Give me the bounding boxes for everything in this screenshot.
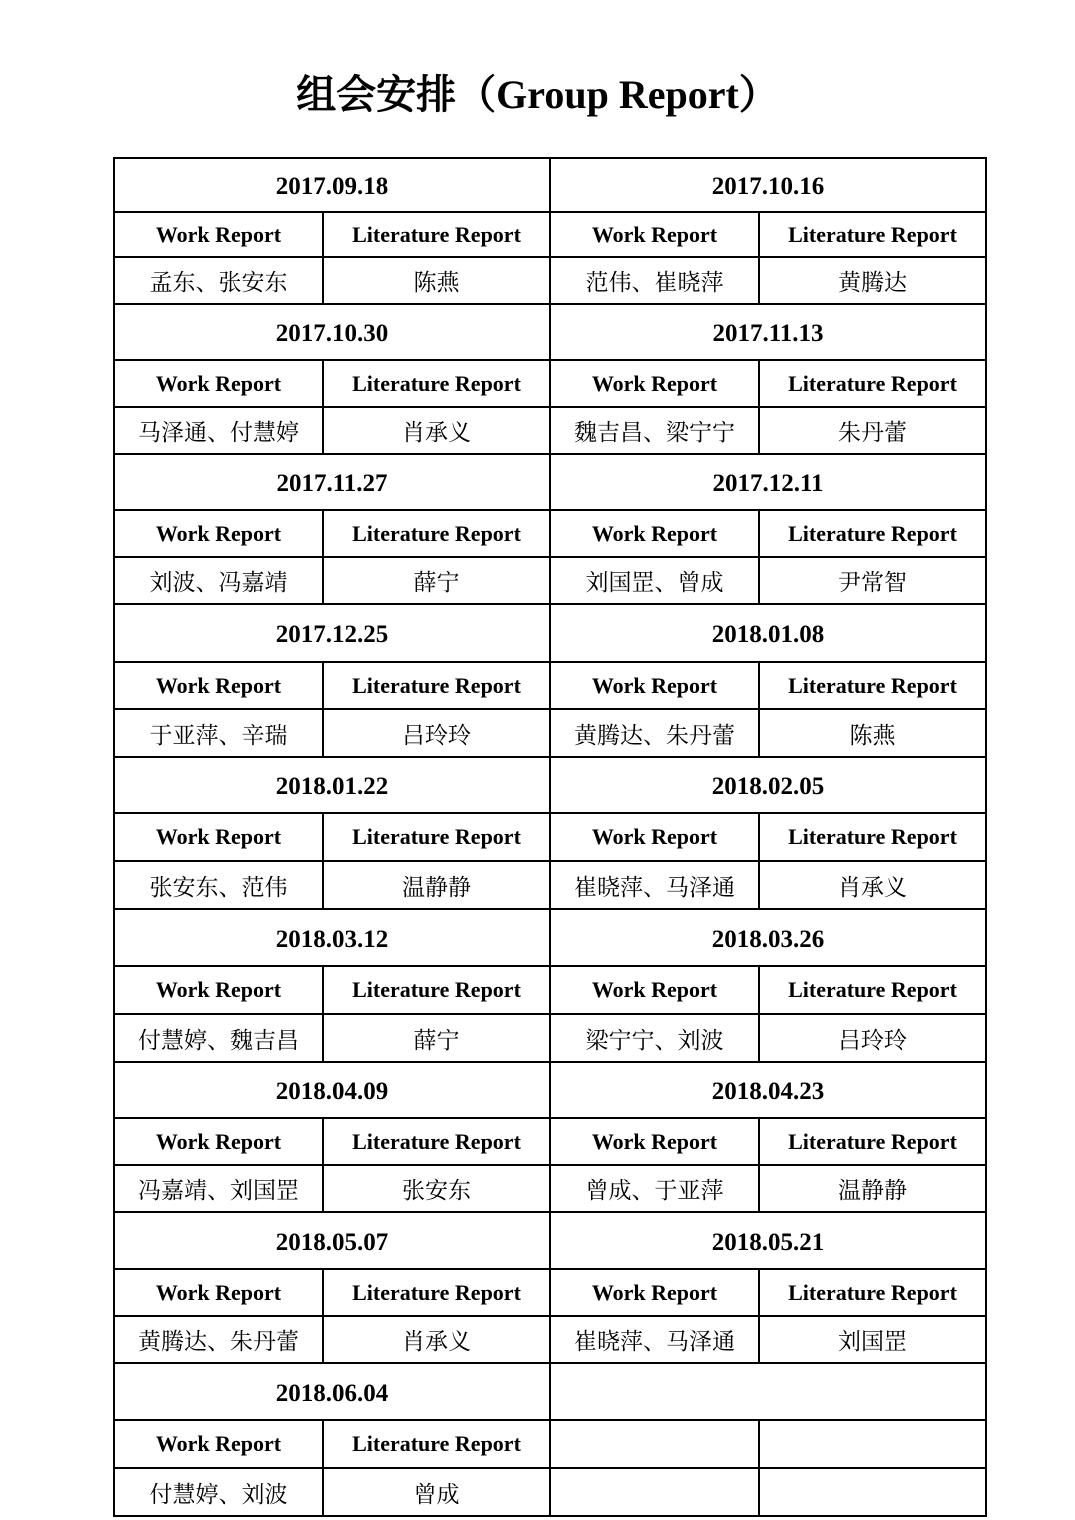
literature-report-presenter: 尹常智 (759, 557, 986, 604)
work-report-header: Work Report (114, 1269, 323, 1316)
literature-report-header: Literature Report (323, 1118, 550, 1165)
literature-report-presenter: 温静静 (323, 861, 550, 909)
page-title: 组会安排（Group Report） (296, 72, 779, 117)
work-report-presenters: 崔晓萍、马泽通 (550, 1316, 759, 1363)
literature-report-presenter: 张安东 (323, 1165, 550, 1212)
literature-report-header: Literature Report (759, 1118, 986, 1165)
work-report-header: Work Report (114, 1420, 323, 1468)
literature-report-presenter: 薛宁 (323, 1014, 550, 1062)
literature-report-presenter: 薛宁 (323, 557, 550, 604)
date-row (114, 158, 986, 212)
literature-report-header: Literature Report (759, 510, 986, 557)
report-header-row (114, 1269, 986, 1316)
literature-report-presenter: 刘国罡 (759, 1316, 986, 1363)
session-date: 2018.05.21 (550, 1212, 986, 1269)
session-date: 2017.10.16 (550, 158, 986, 212)
report-header-row (114, 1118, 986, 1165)
session-date: 2017.12.11 (550, 454, 986, 510)
schedule-body (114, 158, 986, 1516)
literature-report-presenter: 陈燕 (759, 709, 986, 757)
literature-report-presenter: 温静静 (759, 1165, 986, 1212)
presenters-row (114, 1468, 986, 1516)
session-date: 2018.06.04 (114, 1363, 550, 1420)
session-date: 2018.01.22 (114, 757, 550, 813)
literature-report-header: Literature Report (323, 360, 550, 407)
work-report-header: Work Report (114, 1118, 323, 1165)
report-header-row (114, 510, 986, 557)
presenters-row (114, 257, 986, 304)
date-row (114, 1363, 986, 1420)
literature-report-presenter: 曾成 (323, 1468, 550, 1516)
date-row (114, 304, 986, 360)
work-report-presenters: 黄腾达、朱丹蕾 (550, 709, 759, 757)
literature-report-header (759, 1420, 986, 1468)
date-row (114, 1212, 986, 1269)
work-report-header: Work Report (550, 1269, 759, 1316)
session-date: 2018.04.23 (550, 1062, 986, 1118)
literature-report-presenter: 肖承义 (323, 1316, 550, 1363)
literature-report-presenter: 肖承义 (323, 407, 550, 454)
work-report-header: Work Report (550, 813, 759, 861)
work-report-header: Work Report (550, 966, 759, 1014)
work-report-presenters: 张安东、范伟 (114, 861, 323, 909)
presenters-row (114, 407, 986, 454)
literature-report-header: Literature Report (759, 212, 986, 257)
date-row (114, 1062, 986, 1118)
work-report-presenters: 付慧婷、刘波 (114, 1468, 323, 1516)
work-report-header: Work Report (550, 510, 759, 557)
work-report-presenters: 刘国罡、曾成 (550, 557, 759, 604)
presenters-row (114, 1014, 986, 1062)
report-header-row (114, 212, 986, 257)
session-date: 2017.11.13 (550, 304, 986, 360)
work-report-header: Work Report (550, 1118, 759, 1165)
work-report-presenters: 付慧婷、魏吉昌 (114, 1014, 323, 1062)
session-date: 2017.11.27 (114, 454, 550, 510)
literature-report-presenter: 肖承义 (759, 861, 986, 909)
literature-report-header: Literature Report (759, 966, 986, 1014)
report-header-row (114, 360, 986, 407)
session-date: 2017.12.25 (114, 604, 550, 662)
work-report-presenters: 冯嘉靖、刘国罡 (114, 1165, 323, 1212)
literature-report-header: Literature Report (323, 662, 550, 709)
work-report-presenters: 孟东、张安东 (114, 257, 323, 304)
literature-report-presenter: 朱丹蕾 (759, 407, 986, 454)
session-date: 2018.03.12 (114, 909, 550, 966)
date-row (114, 604, 986, 662)
session-date: 2018.03.26 (550, 909, 986, 966)
report-header-row (114, 966, 986, 1014)
literature-report-presenter: 吕玲玲 (759, 1014, 986, 1062)
literature-report-header: Literature Report (323, 212, 550, 257)
literature-report-header: Literature Report (759, 360, 986, 407)
literature-report-header: Literature Report (323, 1420, 550, 1468)
work-report-presenters: 刘波、冯嘉靖 (114, 557, 323, 604)
work-report-presenters: 梁宁宁、刘波 (550, 1014, 759, 1062)
work-report-header (550, 1420, 759, 1468)
schedule-table (113, 157, 987, 1517)
work-report-presenters: 曾成、于亚萍 (550, 1165, 759, 1212)
work-report-header: Work Report (550, 360, 759, 407)
literature-report-presenter: 吕玲玲 (323, 709, 550, 757)
literature-report-presenter (759, 1468, 986, 1516)
literature-report-header: Literature Report (323, 1269, 550, 1316)
work-report-presenters: 崔晓萍、马泽通 (550, 861, 759, 909)
session-date: 2018.04.09 (114, 1062, 550, 1118)
work-report-header: Work Report (114, 212, 323, 257)
literature-report-header: Literature Report (323, 813, 550, 861)
work-report-header: Work Report (114, 510, 323, 557)
report-header-row (114, 813, 986, 861)
date-row (114, 454, 986, 510)
work-report-header: Work Report (114, 813, 323, 861)
literature-report-presenter: 陈燕 (323, 257, 550, 304)
work-report-presenters: 范伟、崔晓萍 (550, 257, 759, 304)
session-date: 2018.02.05 (550, 757, 986, 813)
work-report-header: Work Report (114, 360, 323, 407)
presenters-row (114, 1316, 986, 1363)
work-report-header: Work Report (550, 212, 759, 257)
literature-report-header: Literature Report (759, 662, 986, 709)
work-report-presenters (550, 1468, 759, 1516)
date-row (114, 909, 986, 966)
work-report-presenters: 马泽通、付慧婷 (114, 407, 323, 454)
literature-report-header: Literature Report (323, 510, 550, 557)
session-date: 2018.05.07 (114, 1212, 550, 1269)
work-report-header: Work Report (114, 966, 323, 1014)
presenters-row (114, 557, 986, 604)
date-row (114, 757, 986, 813)
session-date: 2018.01.08 (550, 604, 986, 662)
report-header-row (114, 1420, 986, 1468)
session-date: 2017.09.18 (114, 158, 550, 212)
literature-report-presenter: 黄腾达 (759, 257, 986, 304)
work-report-presenters: 魏吉昌、梁宁宁 (550, 407, 759, 454)
session-date: 2017.10.30 (114, 304, 550, 360)
literature-report-header: Literature Report (759, 813, 986, 861)
report-header-row (114, 662, 986, 709)
presenters-row (114, 861, 986, 909)
presenters-row (114, 1165, 986, 1212)
literature-report-header: Literature Report (323, 966, 550, 1014)
work-report-presenters: 黄腾达、朱丹蕾 (114, 1316, 323, 1363)
presenters-row (114, 709, 986, 757)
literature-report-header: Literature Report (759, 1269, 986, 1316)
work-report-header: Work Report (550, 662, 759, 709)
work-report-header: Work Report (114, 662, 323, 709)
session-date (550, 1363, 986, 1420)
work-report-presenters: 于亚萍、辛瑞 (114, 709, 323, 757)
